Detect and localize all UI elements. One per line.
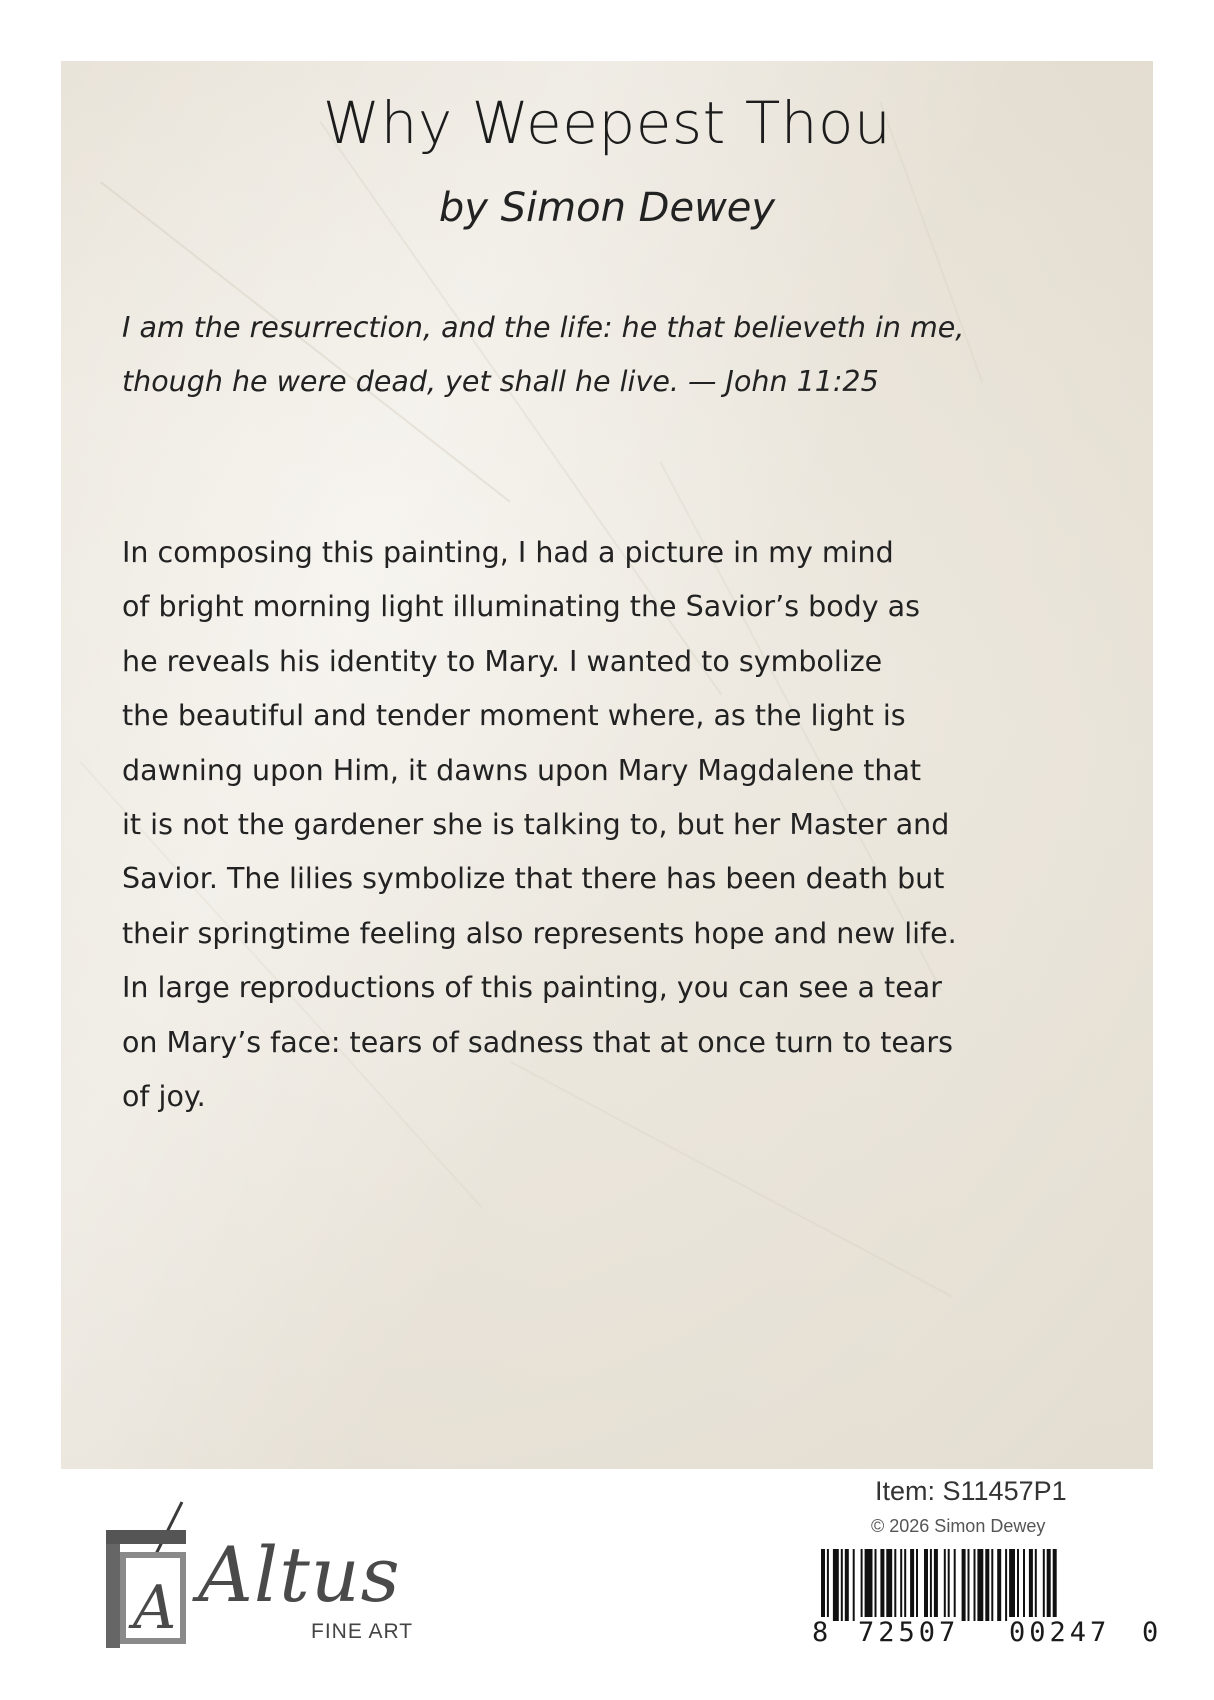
barcode-bar: [1035, 1549, 1037, 1621]
barcode-bar: [1043, 1549, 1045, 1621]
barcode-bar: [894, 1549, 896, 1621]
barcode-bar: [985, 1549, 989, 1621]
barcode-bar: [845, 1549, 849, 1621]
barcode-bar: [833, 1549, 839, 1621]
barcode-bar: [954, 1549, 956, 1621]
barcode-bar: [997, 1549, 1001, 1621]
item-code: Item: S11457P1: [875, 1476, 1067, 1506]
barcode-bar: [916, 1549, 918, 1621]
barcode-bar: [1017, 1549, 1019, 1621]
barcode-bar: [991, 1549, 993, 1621]
barcode-bar: [1023, 1549, 1025, 1621]
barcode-bar: [861, 1549, 863, 1621]
barcode-bar: [841, 1549, 843, 1621]
barcode-bar: [1009, 1549, 1015, 1621]
copyright-notice: © 2026 Simon Dewey: [871, 1516, 1046, 1536]
barcode-bar: [1005, 1549, 1007, 1621]
barcode-bar: [1029, 1549, 1033, 1621]
logo-subtitle: FINE ART: [311, 1620, 414, 1643]
barcode-bar: [962, 1549, 966, 1621]
logo-mark-letter: A: [133, 1573, 177, 1643]
logo-wordmark: Altus: [198, 1530, 401, 1619]
barcode-left-group: 72507: [858, 1617, 960, 1648]
artist-statement: In composing this painting, I had a picture in my mind of bright morning light illuminating the Savior’s body as he reveals his identity to Mary. I wanted to symbolize the beautiful and tender moment where, as the light is dawning upon Him, it dawns upon Mary Magdalene that it is not the gardener she is talking to, but her Master and Savior. The lilies symbolize that there has been death but their springtime feeling also represents hope and new life. In large reproductions of this painting, you can see a tear on Mary’s face: tears of sadness that at once turn to tears of joy.: [122, 536, 957, 1114]
barcode-bar: [853, 1549, 855, 1621]
barcode-bar: [910, 1549, 914, 1621]
barcode-bar: [875, 1549, 877, 1621]
barcode-bar: [968, 1549, 970, 1621]
barcode-bar: [886, 1549, 892, 1621]
barcode-bar: [904, 1549, 906, 1621]
marble-background-panel: [61, 61, 1153, 1469]
barcode-bar: [974, 1549, 976, 1621]
barcode-bar: [880, 1549, 884, 1621]
barcode-first-digit: 8: [812, 1617, 833, 1648]
barcode-bar: [900, 1549, 902, 1621]
barcode-bar: [924, 1549, 928, 1621]
barcode-bar: [930, 1549, 932, 1621]
barcode-right-group: 00247: [1009, 1617, 1111, 1648]
barcode-bar: [977, 1549, 983, 1621]
barcode-bar: [934, 1549, 938, 1621]
scripture-quote: I am the resurrection, and the life: he that believeth in me, though he were dead, yet shall he live. — John 11:25: [122, 311, 965, 398]
artist-byline: by Simon Dewey: [438, 185, 776, 231]
document-title: Why Weepest Thou: [322, 89, 892, 157]
barcode-check-digit: 0: [1142, 1617, 1163, 1648]
barcode-bar: [865, 1549, 873, 1621]
